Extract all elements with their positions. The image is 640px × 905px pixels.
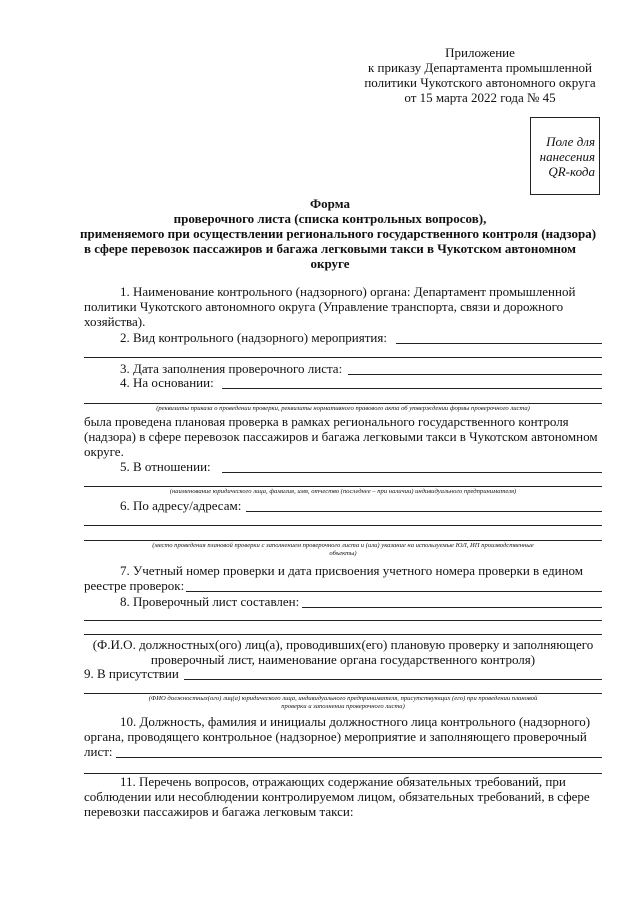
item-4-text-line-3: округе. [84, 444, 124, 459]
item-9-field[interactable] [184, 679, 602, 680]
item-9-caption-line-2: проверки и заполнении проверочного листа) [281, 703, 405, 710]
item-5-caption: (наименование юридического лица, фамилия, имя, отчество (последнее – при наличии) индивидуального предпринимателя) [169, 488, 517, 495]
item-2-field[interactable] [396, 343, 602, 344]
item-4-field-cont[interactable] [84, 403, 602, 404]
item-3-field[interactable] [348, 374, 602, 375]
item-4-label: 4. На основании: [120, 375, 214, 390]
qr-label-line-1: Поле для [546, 134, 595, 149]
item-4-text-line-2: (надзора) в сфере перевозок пассажиров и багажа легковыми такси в Чукотском автономном [84, 429, 598, 444]
header-line-1: Приложение [445, 45, 515, 60]
item-6-caption-line-1: (место проведения плановой проверки с заполнением проверочного листа и (или) указание на используемые ЮЛ, ИП производственные [152, 542, 534, 549]
item-5-label: 5. В отношении: [120, 459, 211, 474]
header-line-4: от 15 марта 2022 года № 45 [404, 90, 556, 105]
item-4-text-line-1: была проведена плановая проверка в рамках регионального государственного контроля [84, 414, 569, 429]
item-8-field[interactable] [302, 607, 602, 608]
title-line-1: Форма [310, 196, 350, 211]
title-line-4: в сфере перевозок пассажиров и багажа легковыми такси в Чукотском автономном [83, 241, 577, 256]
item-1-line-3: хозяйства). [84, 314, 146, 329]
title-line-3: применяемого при осуществлении регионального государственного контроля (надзора) [80, 226, 597, 241]
item-11-line-2: соблюдении или несоблюдении контролируемом лицом, обязательных требований, в сфере [84, 789, 590, 804]
item-1-line-2: политики Чукотского автономного округа (Управление транспорта, связи и дорожного [84, 299, 564, 314]
item-7-line-2: реестре проверок: [84, 578, 185, 593]
item-7-field[interactable] [186, 591, 602, 592]
item-10-line-3: лист: [84, 744, 113, 759]
item-5-field-cont[interactable] [84, 486, 602, 487]
item-6-field[interactable] [246, 511, 602, 512]
item-8-caption-line-1: (Ф.И.О. должностных(ого) лиц(а), проводивших(его) плановую проверку и заполняющего [92, 637, 594, 652]
item-10-field[interactable] [116, 757, 602, 758]
item-2-label: 2. Вид контрольного (надзорного) мероприятия: [120, 330, 387, 345]
title-line-5: округе [310, 256, 350, 271]
item-8-caption-line-2: проверочный лист, наименование органа государственного контроля) [150, 652, 536, 667]
item-4-caption: (реквизиты приказа о проведении проверки, реквизиты нормативного правового акта об утверждении формы проверочного листа) [156, 405, 530, 412]
item-11-line-1: 11. Перечень вопросов, отражающих содержание обязательных требований, при [120, 774, 566, 789]
title-line-2: проверочного листа (списка контрольных вопросов), [173, 211, 487, 226]
header-line-3: политики Чукотского автономного округа [364, 75, 596, 90]
qr-label-line-3: QR-кода [548, 164, 595, 179]
item-9-caption-line-1: (ФИО должностных(ого) лиц(а) юридического лица, индивидуального предпринимателя, присутствующих (его) при проведении плановой [148, 695, 538, 702]
item-10-line-1: 10. Должность, фамилия и инициалы должностного лица контрольного (надзорного) [120, 714, 591, 729]
item-9-label: 9. В присутствии [84, 666, 179, 681]
item-8-label: 8. Проверочный лист составлен: [120, 594, 300, 609]
form-title [80, 196, 597, 271]
item-3-label: 3. Дата заполнения проверочного листа: [120, 361, 343, 376]
attachment-header [355, 45, 605, 105]
item-5-field[interactable] [222, 472, 602, 473]
item-6-field-cont-2[interactable] [84, 540, 602, 541]
item-9-field-cont[interactable] [84, 693, 602, 694]
item-2-field-cont[interactable] [84, 357, 602, 358]
item-11-line-3: перевозки пассажиров и багажа легковым такси: [84, 804, 354, 819]
item-6-field-cont-1[interactable] [84, 525, 602, 526]
item-4-field[interactable] [222, 388, 602, 389]
item-7-line-1: 7. Учетный номер проверки и дата присвоения учетного номера проверки в едином [120, 563, 584, 578]
item-6-caption-line-2: объекты) [329, 550, 357, 557]
item-1-line-1: 1. Наименование контрольного (надзорного) органа: Департамент промышленной [120, 284, 576, 299]
item-8-field-cont-1[interactable] [84, 620, 602, 621]
item-8-caption [84, 637, 602, 667]
qr-code-field [530, 117, 600, 195]
item-10-line-2: органа, проводящего контрольное (надзорное) мероприятие и заполняющего проверочный [84, 729, 587, 744]
item-8-field-cont-2[interactable] [84, 634, 602, 635]
item-6-label: 6. По адресу/адресам: [120, 498, 242, 513]
header-line-2: к приказу Департамента промышленной [367, 60, 593, 75]
qr-label-line-2: нанесения [539, 149, 595, 164]
